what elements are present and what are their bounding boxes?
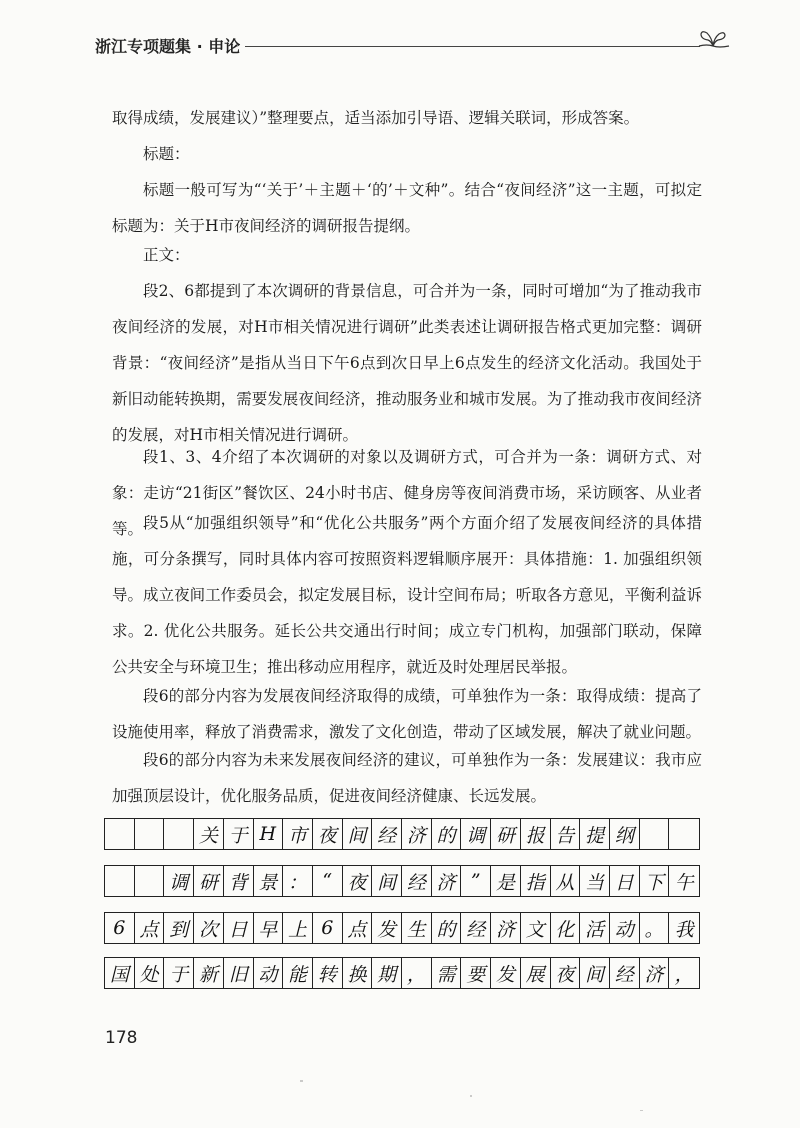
grid-cell: 调: [461, 819, 491, 849]
grid-cell: 发: [372, 913, 402, 943]
grid-cell: 于: [224, 819, 254, 849]
grid-cell: 化: [551, 913, 581, 943]
header-title: 浙江专项题集 · 申论: [95, 37, 241, 56]
grid-cell: 于: [164, 958, 194, 988]
grid-cell: [135, 819, 165, 849]
grid-cell: 当: [580, 866, 610, 896]
grid-cell: 提: [580, 819, 610, 849]
grid-cell: 济: [491, 913, 521, 943]
grid-row: [104, 957, 700, 989]
grid-cell: 能: [283, 958, 313, 988]
grid-cell: 济: [402, 819, 432, 849]
grid-cell: 的: [432, 819, 462, 849]
grid-cell: 动: [254, 958, 284, 988]
grid-cell: 调: [164, 866, 194, 896]
grid-cell: 济: [640, 958, 670, 988]
paragraph-9: 段6的部分内容为未来发展夜间经济的建议，可单独作为一条：发展建议：我市应加强顶层设计，优化服务品质，促进夜间经济健康、长远发展。: [112, 751, 702, 805]
grid-row: [104, 818, 700, 850]
grid-cell: 间: [343, 819, 373, 849]
grid-cell: [164, 819, 194, 849]
grid-cell: 发: [491, 958, 521, 988]
grid-cell: 景: [254, 866, 284, 896]
grid-cell: [669, 819, 699, 849]
grid-cell: 夜: [343, 866, 373, 896]
grid-cell: [105, 819, 135, 849]
paragraph-8: 段6的部分内容为发展夜间经济取得的成绩，可单独作为一条：取得成绩：提高了设施使用率，释放了消费需求，激发了文化创造，带动了区域发展，解决了就业问题。: [112, 687, 702, 741]
grid-cell: 。: [640, 913, 670, 943]
grid-cell: ”: [461, 866, 491, 896]
grid-cell: 处: [135, 958, 165, 988]
grid-cell: 到: [164, 913, 194, 943]
grid-cell: 需: [432, 958, 462, 988]
grid-cell: 研: [194, 866, 224, 896]
grid-cell: 夜: [551, 958, 581, 988]
grid-cell: 点: [343, 913, 373, 943]
paragraph-1: 取得成绩，发展建议）”整理要点，适当添加引导语、逻辑关联词，形成答案。: [112, 109, 640, 127]
grid-cell: 旧: [224, 958, 254, 988]
grid-cell: 新: [194, 958, 224, 988]
grid-cell: 6: [105, 913, 135, 943]
grid-cell: 纲: [610, 819, 640, 849]
grid-cell: ，: [674, 963, 694, 986]
grid-cell: 下: [640, 866, 670, 896]
page-number: 178: [105, 1028, 138, 1048]
sprout-icon: [695, 26, 731, 56]
grid-cell: 活: [580, 913, 610, 943]
grid-cell: 市: [283, 819, 313, 849]
grid-row: [104, 865, 700, 897]
grid-cell: 文: [521, 913, 551, 943]
grid-cell: 从: [551, 866, 581, 896]
grid-row: [104, 912, 700, 944]
paragraph-3: 标题一般可写为“‘关于’＋主题＋‘的’＋文种”。结合“夜间经济”这一主题，可拟定标题为：关于H市夜间经济的调研报告提纲。: [112, 181, 702, 235]
grid-cell: 点: [135, 913, 165, 943]
grid-cell: 动: [610, 913, 640, 943]
grid-cell: H: [254, 819, 284, 849]
grid-cell: 济: [432, 866, 462, 896]
paragraph-4: 正文：: [143, 246, 190, 264]
grid-cell: 研: [491, 819, 521, 849]
grid-cell: [640, 819, 670, 849]
grid-cell: 关: [194, 819, 224, 849]
grid-cell: 期: [372, 958, 402, 988]
grid-cell: “: [313, 866, 343, 896]
grid-cell: 的: [432, 913, 462, 943]
grid-cell: 转: [313, 958, 343, 988]
grid-cell: ，: [402, 958, 432, 988]
grid-cell: 我: [674, 918, 694, 941]
grid-cell: 经: [610, 958, 640, 988]
paragraph-5: 段2、6都提到了本次调研的背景信息，可合并为一条，同时可增加“为了推动我市夜间经济的发展，对H市相关情况进行调研”此类表述让调研报告格式更加完整：调研背景：“夜间经济”是指从当日下午6点到次日早上6点发生的经济文化活动。我国处于新旧动能转换期，需要发展夜间经济，推动服务业和城市发展。为了推动我市夜间经济的发展，对H市相关情况进行调研。: [112, 282, 702, 444]
grid-cell: 告: [551, 819, 581, 849]
grid-cell: 生: [402, 913, 432, 943]
grid-cell: 经: [372, 819, 402, 849]
grid-cell: 上: [283, 913, 313, 943]
paragraph-6: 段1、3、4介绍了本次调研的对象以及调研方式，可合并为一条：调研方式、对象：走访“21街区”餐饮区、24小时书店、健身房等夜间消费市场，采访顾客、从业者等。: [112, 448, 702, 538]
grid-cell: 换: [343, 958, 373, 988]
grid-cell: 经: [461, 913, 491, 943]
grid-cell: 夜: [313, 819, 343, 849]
paragraph-7: 段5从“加强组织领导”和“优化公共服务”两个方面介绍了发展夜间经济的具体措施，可分条撰写，同时具体内容可按照资料逻辑顺序展开：具体措施：1. 加强组织领导。成立夜间工作委员会，拟定发展目标，设计空间布局；听取各方意见，平衡利益诉求。2. 优化公共服务。延长公共交通出行时间；成立专门机构，加强部门联动，保障公共安全与环境卫生；推出移动应用程序，就近及时处理居民举报。: [112, 514, 702, 676]
grid-cell: 经: [402, 866, 432, 896]
grid-cell: 要: [461, 958, 491, 988]
grid-cell: [135, 866, 165, 896]
grid-cell: ：: [283, 866, 313, 896]
grid-cell: 间: [372, 866, 402, 896]
grid-cell: 6: [313, 913, 343, 943]
paragraph-2: 标题：: [143, 145, 190, 163]
grid-cell: 展: [521, 958, 551, 988]
grid-cell: 午: [674, 871, 694, 894]
page-header: [95, 30, 735, 62]
grid-cell: 国: [105, 958, 135, 988]
grid-cell: 日: [610, 866, 640, 896]
grid-cell: 次: [194, 913, 224, 943]
grid-cell: 报: [521, 819, 551, 849]
grid-cell: 指: [521, 866, 551, 896]
grid-cell: 早: [254, 913, 284, 943]
grid-cell: [105, 866, 135, 896]
grid-cell: 是: [491, 866, 521, 896]
grid-cell: 日: [224, 913, 254, 943]
grid-cell: 背: [224, 866, 254, 896]
header-rule: [245, 46, 700, 47]
grid-cell: 间: [580, 958, 610, 988]
